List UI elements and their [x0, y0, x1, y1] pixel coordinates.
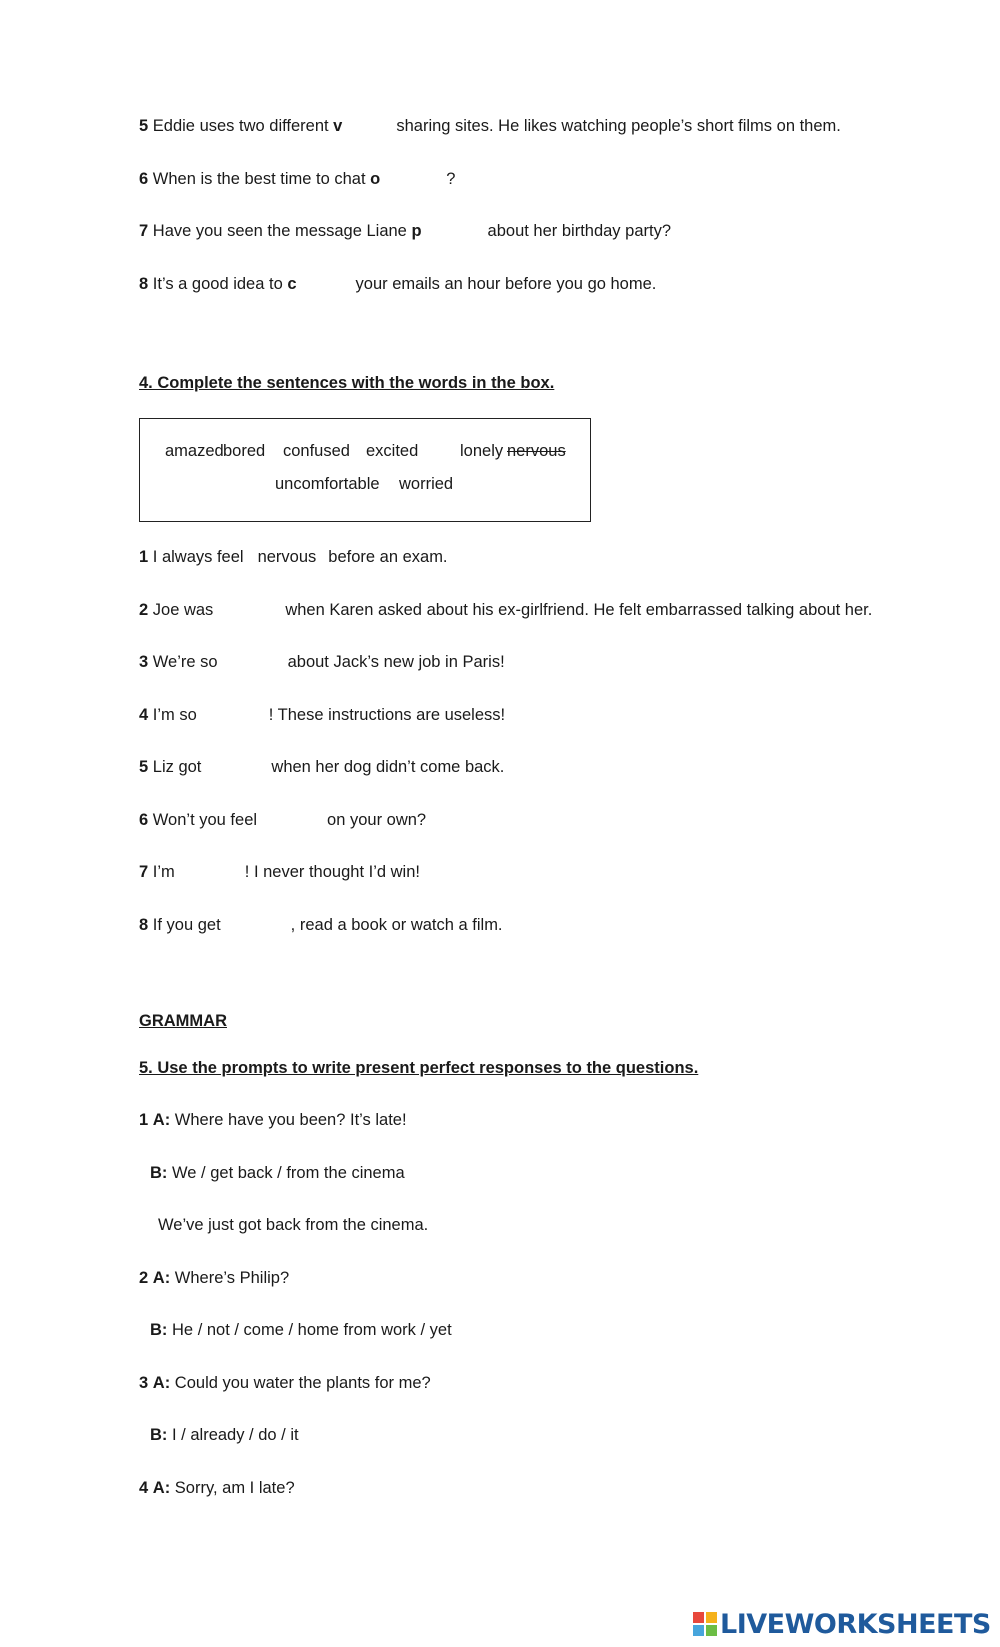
vocab-item-8: 8 It’s a good idea to c your emails an hour before you go home.	[139, 275, 657, 293]
g-q1-b: B: We / get back / from the cinema	[150, 1164, 405, 1182]
vocab-item-7: 7 Have you seen the message Liane p about her birthday party?	[139, 222, 671, 240]
answer-field[interactable]	[221, 929, 291, 930]
vocab-item-6: 6 When is the best time to chat o ?	[139, 170, 456, 188]
g-q3-a: 3 A: Could you water the plants for me?	[139, 1374, 431, 1392]
answer-field[interactable]: nervous	[257, 548, 317, 566]
word-bored: bored	[223, 442, 266, 460]
logo-square	[693, 1612, 704, 1623]
s4-item-2: 2 Joe was when Karen asked about his ex-girlfriend. He felt embarrassed talking about her.	[139, 601, 873, 619]
answer-field[interactable]	[213, 614, 285, 615]
word-worried: worried	[399, 475, 454, 493]
g-q1-a: 1 A: Where have you been? It’s late!	[139, 1111, 407, 1129]
logo-square	[706, 1625, 717, 1636]
liveworksheets-logo-icon	[693, 1612, 717, 1636]
section-4-heading: 4. Complete the sentences with the words in the box.	[139, 374, 555, 392]
answer-field[interactable]	[218, 666, 288, 667]
g-q4-a: 4 A: Sorry, am I late?	[139, 1479, 295, 1497]
liveworksheets-logo	[693, 1607, 991, 1641]
word-lonely: lonely	[460, 442, 504, 460]
section-5-heading: 5. Use the prompts to write present perfect responses to the questions.	[139, 1059, 699, 1077]
s4-item-8: 8 If you get , read a book or watch a film.	[139, 916, 503, 934]
word-box	[139, 418, 591, 522]
word-amazed: amazed	[165, 442, 224, 460]
vocab-item-5: 5 Eddie uses two different v sharing sites. He likes watching people’s short films on them.	[139, 117, 841, 135]
logo-square	[706, 1612, 717, 1623]
s4-item-6: 6 Won’t you feel on your own?	[139, 811, 427, 829]
g-q3-b: B: I / already / do / it	[150, 1426, 299, 1444]
answer-field[interactable]	[201, 771, 271, 772]
s4-item-7: 7 I’m ! I never thought I’d win!	[139, 863, 420, 881]
s4-item-3: 3 We’re so about Jack’s new job in Paris!	[139, 653, 505, 671]
word-uncomfortable: uncomfortable	[275, 475, 380, 493]
g-q2-a: 2 A: Where’s Philip?	[139, 1269, 290, 1287]
word-confused: confused	[283, 442, 350, 460]
answer-field[interactable]	[175, 876, 245, 877]
answer-field[interactable]	[257, 824, 327, 825]
answer-field[interactable]	[197, 719, 269, 720]
liveworksheets-wordmark: LIVEWORKSHEETS	[720, 1608, 991, 1640]
logo-square	[693, 1625, 704, 1636]
s4-item-5: 5 Liz got when her dog didn’t come back.	[139, 758, 505, 776]
s4-item-1: 1 I always feel nervous before an exam.	[139, 548, 448, 566]
s4-item-4: 4 I’m so ! These instructions are useless!	[139, 706, 506, 724]
g-q1-example-answer: We’ve just got back from the cinema.	[158, 1216, 429, 1234]
g-q2-b: B: He / not / come / home from work / yet	[150, 1321, 452, 1339]
word-excited: excited	[366, 442, 419, 460]
word-nervous-used: nervous	[507, 442, 566, 460]
grammar-title: GRAMMAR	[139, 1012, 227, 1030]
